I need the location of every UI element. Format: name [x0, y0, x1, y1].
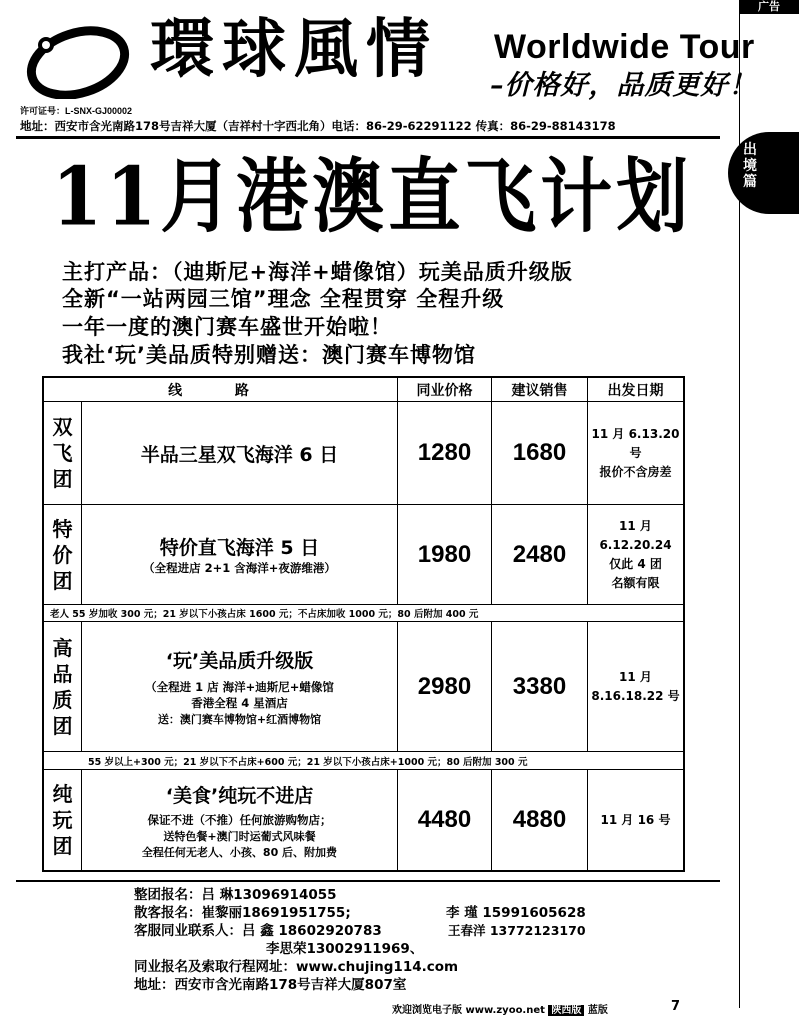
group-label: 双飞团	[52, 415, 73, 491]
globe-logo-icon	[26, 25, 130, 99]
edition-badge: 陕西版	[548, 1005, 584, 1016]
departure-date: 11 月 16 号	[600, 812, 671, 827]
route-price-table	[42, 376, 685, 872]
individual-contact-2: 李 瑾 15991605628	[446, 905, 586, 921]
office-address: 地址：西安市含光南路178号吉祥大厦807室	[134, 977, 407, 993]
route-name: ‘玩’美品质升级版	[165, 650, 314, 672]
route-detail: 送：澳门赛车博物馆+红酒博物馆	[157, 713, 322, 726]
peer-price: 2980	[398, 622, 492, 751]
brand-name-en: Worldwide Tour	[494, 28, 755, 66]
route-detail: （全程进 1 店 海洋+迪斯尼+蜡像馆	[145, 680, 334, 694]
route-detail: 保证不进（不推）任何旅游购物店；	[147, 812, 332, 827]
route-detail: 全程任何无老人、小孩、80 后、附加费	[141, 845, 338, 859]
header-peer-price: 同业价格	[398, 378, 492, 401]
peer-price: 1280	[398, 402, 492, 504]
promo-line-3: 一年一度的澳门赛车盛世开始啦！	[62, 315, 392, 339]
website: 同业报名及索取行程网址：www.chujing114.com	[134, 959, 459, 975]
table-row	[44, 402, 683, 505]
edition-bar	[392, 1001, 772, 1016]
departure-date: 11 月 6.13.20 号	[591, 426, 680, 460]
departure-month: 11 月	[619, 518, 652, 533]
route-detail: （全程进店 2+1 含海洋+夜游维港）	[143, 561, 336, 575]
surcharge-note: 55 岁以上+300 元；21 岁以下不占床+600 元；21 岁以下小孩占床+1000 元；80 后附加 300 元	[44, 752, 683, 770]
suggested-price: 2480	[492, 505, 588, 604]
peer-price: 4480	[398, 770, 492, 870]
service-contact-3: 李思荣13002911969、	[266, 941, 424, 957]
service-contact: 客服同业联系人：吕 鑫 18602920783	[134, 923, 382, 939]
section-tab-outbound: 出境篇	[728, 132, 799, 214]
edition-bar-text: 欢迎浏览电子版 www.zyoo.net	[392, 1005, 545, 1016]
headline: 11月港澳直飞计划	[52, 148, 693, 244]
table-row	[44, 505, 683, 605]
route-name: ‘美食’纯玩不进店	[165, 784, 314, 807]
suggested-price: 1680	[492, 402, 588, 504]
edition-label: 蓝版	[587, 1005, 608, 1016]
departure-note: 报价不含房差	[599, 464, 672, 479]
header-route: 线 路	[44, 378, 398, 401]
surcharge-note: 老人 55 岁加收 300 元；21 岁以下小孩占床 1600 元；不占床加收 1000 元；80 后附加 400 元	[44, 605, 683, 622]
license-number: 许可证号：L-SNX-GJ00002	[20, 106, 133, 116]
address-contact-line: 地址：西安市含光南路178号吉祥大厦（吉祥村十字西北角）电话：86-29-62291122 传真：86-29-88143178	[20, 119, 616, 133]
route-detail: 香港全程 4 星酒店	[191, 696, 288, 710]
brand-slogan: –价格好，品质更好！	[490, 70, 757, 101]
group-label: 特价团	[52, 516, 73, 593]
header-suggested-price: 建议销售	[492, 378, 588, 401]
route-detail: 送特色餐+澳门时运葡式风味餐	[163, 829, 316, 843]
table-row	[44, 770, 683, 870]
table-header	[44, 378, 683, 402]
group-label: 高品质团	[52, 635, 73, 738]
footer-divider	[16, 880, 720, 882]
suggested-price: 3380	[492, 622, 588, 751]
page-number: 7	[671, 999, 681, 1014]
individual-signup: 散客报名：崔黎丽18691951755;	[134, 905, 351, 921]
group-label: 纯玩团	[52, 782, 73, 858]
peer-price: 1980	[398, 505, 492, 604]
departure-note: 仅此 4 团	[609, 556, 662, 571]
header-departure: 出发日期	[607, 382, 664, 399]
table-row	[44, 622, 683, 752]
departure-date: 11 月 8.16.18.22 号	[591, 669, 680, 703]
header-divider	[16, 136, 720, 139]
route-name: 特价直飞海洋 5 日	[159, 537, 320, 559]
route-name: 半品三星双飞海洋 6 日	[140, 443, 339, 466]
ad-tag: 广告	[739, 0, 799, 14]
departure-note: 名额有限	[611, 575, 660, 590]
promo-line-1: 主打产品：（迪斯尼+海洋+蜡像馆）玩美品质升级版	[62, 260, 573, 284]
group-signup: 整团报名：吕 琳13096914055	[134, 887, 337, 903]
suggested-price: 4880	[492, 770, 588, 870]
brand-name-cn: 環球風情	[150, 12, 438, 87]
promo-line-2: 全新“一站两园三馆”理念 全程贯穿 全程升级	[62, 287, 505, 311]
departure-days: 6.12.20.24	[599, 537, 672, 552]
promo-line-4: 我社‘玩’美品质特别赠送：澳门赛车博物馆	[62, 343, 476, 367]
service-contact-2: 王春洋 13772123170	[448, 923, 586, 938]
